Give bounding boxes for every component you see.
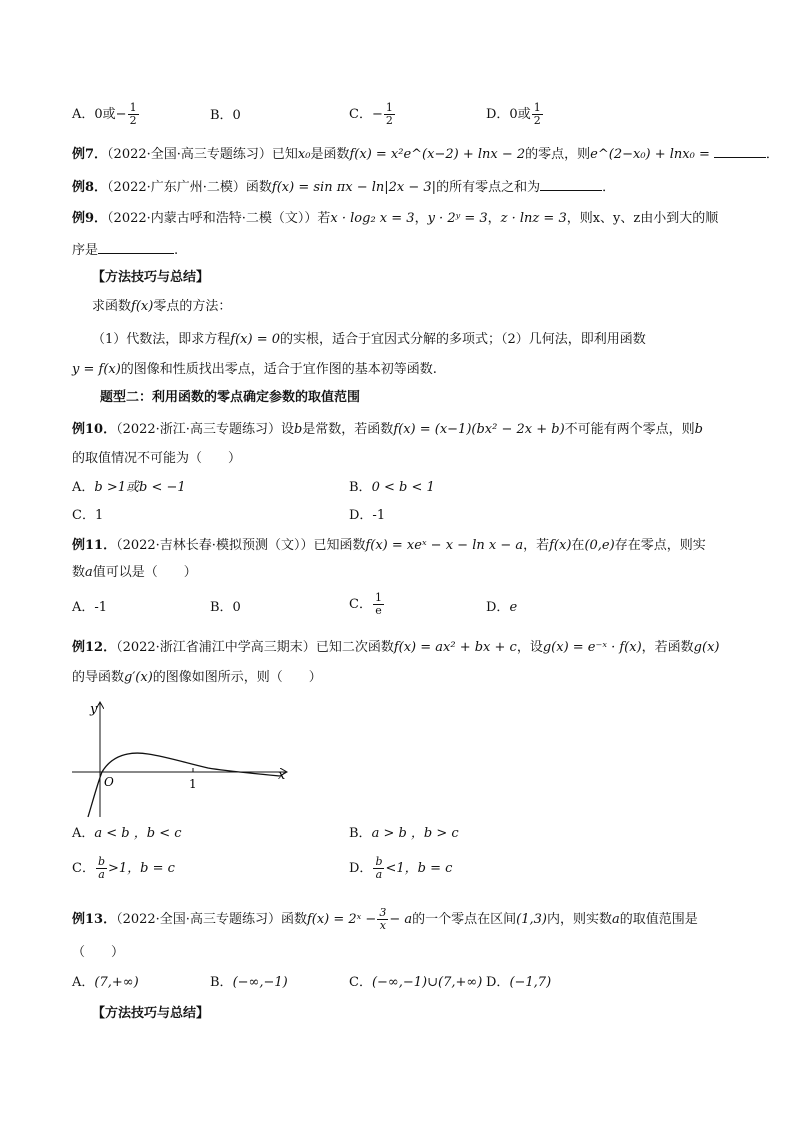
sign: − (371, 107, 383, 122)
method-point-1 (92, 330, 646, 350)
example-11 (72, 536, 706, 556)
text: 的零点，则 (525, 147, 591, 162)
denominator: x (379, 919, 386, 932)
text: 零点的方法： (153, 299, 232, 314)
example-label: 例9． (72, 211, 108, 226)
example-label: 例12． (72, 640, 117, 655)
math: f(x) = x²e^(x−2) + lnx − 2 (349, 147, 526, 162)
math: <1，b = c (385, 861, 453, 876)
option-c (349, 102, 396, 127)
source: （2022·浙江·高三专题练习） (116, 422, 281, 437)
text: ． (602, 180, 616, 195)
option-label: B． (210, 975, 233, 990)
fraction (373, 592, 384, 617)
denominator: 2 (385, 114, 393, 127)
option-label: C． (72, 861, 95, 876)
text: （1）代数法，即求方程 (92, 332, 231, 347)
option-label: A． (72, 975, 95, 990)
option-label: B． (349, 826, 372, 841)
math: (7,+∞) (94, 975, 139, 990)
math: z · lnz = 3 (500, 211, 567, 226)
example-11-line2 (72, 563, 197, 583)
math: a (611, 912, 620, 927)
math: f(x) = xeˣ − x − ln x − a (365, 538, 524, 553)
math: b (293, 422, 303, 437)
text: 内，则实数 (546, 912, 612, 927)
text: 的取值范围是 (619, 912, 698, 927)
example-9: 例9．（2022·内蒙古呼和浩特·二模（文））若x · log₂ x = 3，y · 2ʸ = 3，z · lnz = 3，则x、y、z由小到大的顺 (72, 211, 719, 226)
text: 是函数 (310, 147, 350, 162)
math: (1,3) (516, 912, 547, 927)
fraction (377, 907, 388, 932)
text: 存在零点，则实 (614, 538, 706, 553)
math: x₀ (297, 147, 311, 162)
answer-blank[interactable] (98, 239, 174, 254)
example-label: 例7． (72, 147, 108, 162)
source: （2022·吉林长春·模拟预测（文）） (116, 538, 314, 553)
math: (−∞,−1) (232, 975, 288, 990)
denominator: 2 (533, 114, 541, 127)
option-label: A．0或 (72, 107, 116, 122)
numerator: b (375, 855, 383, 868)
math: f(x) (131, 299, 154, 314)
option-label: D． (486, 600, 510, 615)
source: （2022·全国·高三专题练习） (116, 912, 281, 927)
option-c (349, 592, 385, 617)
numerator: 3 (379, 906, 387, 919)
numerator: 1 (374, 591, 382, 604)
math: (−1,7) (509, 975, 552, 990)
example-8 (72, 176, 615, 198)
text: ． (765, 147, 779, 162)
math: f(x) = 2ˣ − (306, 912, 377, 927)
fraction (128, 102, 139, 127)
option-d (349, 856, 452, 881)
option-b: B．0 (210, 108, 241, 123)
denominator: e (375, 604, 382, 617)
example-13 (72, 907, 698, 932)
numerator: 1 (385, 101, 393, 114)
fraction (96, 856, 107, 881)
option-a (72, 478, 186, 498)
option-d (486, 973, 551, 993)
math: a < b ，b < c (94, 826, 182, 841)
math: e (509, 600, 518, 615)
text: 数 (72, 565, 86, 580)
option-b (210, 973, 288, 993)
option-b: B．0 (210, 600, 241, 615)
math: g(x) = e⁻ˣ · f(x) (542, 640, 642, 655)
answer-blank[interactable] (714, 143, 766, 158)
option-a: A．-1 (72, 600, 108, 615)
sign: − (115, 107, 127, 122)
text: 序是 (72, 243, 99, 258)
example-label: 例8． (72, 180, 108, 195)
math: a > b ，b > c (371, 826, 459, 841)
option-label: A． (72, 480, 95, 495)
numerator: b (97, 855, 105, 868)
example-12 (72, 638, 719, 658)
option-c (72, 856, 175, 881)
option-b (349, 824, 459, 844)
math: >1，b = c (108, 861, 175, 876)
numerator: 1 (129, 101, 137, 114)
text: 求函数 (92, 299, 132, 314)
example-label: 例13． (72, 912, 117, 927)
option-label: C． (349, 975, 372, 990)
option-label: C． (349, 597, 372, 612)
text: 的导函数 (72, 670, 125, 685)
math: − a (389, 912, 413, 927)
option-label: D． (486, 975, 510, 990)
example-label: 例10． (72, 422, 117, 437)
option-label: D．0或 (486, 107, 531, 122)
fraction (373, 856, 384, 881)
math: x · log₂ x = 3 (330, 211, 415, 226)
math: g(x) (693, 640, 720, 655)
x-axis-label: x (278, 768, 286, 783)
text: 若 (317, 211, 331, 226)
method-point-2 (72, 360, 437, 380)
source: （2022·广东广州·二模） (107, 180, 246, 195)
denominator: 2 (129, 114, 137, 127)
text: ，若函数 (641, 640, 694, 655)
math: (0,e) (584, 538, 615, 553)
option-c (349, 973, 482, 993)
text: 在 (571, 538, 585, 553)
source: （2022·浙江省浦江中学高三期末） (116, 640, 316, 655)
math: g′(x) (124, 670, 153, 685)
answer-blank[interactable] (540, 176, 602, 191)
example-label: 例11． (72, 538, 117, 553)
math: e^(2−x₀) + lnx₀ = (590, 147, 710, 162)
math: b >1或b < −1 (94, 480, 186, 495)
text: ，设 (516, 640, 543, 655)
method-title: 【方法技巧与总结】 (92, 1006, 210, 1021)
math: f(x) = ax² + bx + c (393, 640, 517, 655)
source: （2022·全国·高三专题练习） (107, 147, 272, 162)
text: ，若 (523, 538, 550, 553)
text: 不可能有两个零点，则 (564, 422, 695, 437)
option-label: C． (349, 107, 372, 122)
text: 已知 (271, 147, 298, 162)
section-heading: 题型二：利用函数的零点确定参数的取值范围 (100, 390, 361, 405)
example-10-line2: 的取值情况不可能为（ ） (72, 451, 242, 466)
example-12-line2 (72, 668, 322, 688)
math: f(x) (549, 538, 572, 553)
text: 的一个零点在区间 (412, 912, 517, 927)
example-7 (72, 143, 779, 165)
text: 已知二次函数 (315, 640, 394, 655)
tick-label: 1 (189, 777, 197, 791)
text: 的实根，适合于宜因式分解的多项式；（2）几何法，即利用函数 (280, 332, 646, 347)
math: f(x) = sin πx − ln|2x − 3| (271, 180, 437, 195)
option-d: D．-1 (349, 508, 386, 523)
text: 函数 (245, 180, 272, 195)
option-label: A． (72, 826, 95, 841)
math: y = f(x) (72, 362, 121, 377)
option-d (486, 102, 544, 127)
origin-label: O (104, 775, 114, 789)
option-a (72, 824, 182, 844)
option-d (486, 598, 517, 618)
y-axis-label: y (90, 702, 98, 717)
option-a (72, 973, 139, 993)
text: 已知函数 (313, 538, 366, 553)
fraction (532, 102, 543, 127)
example-13-line2: （ ） (72, 945, 125, 960)
method-title: 【方法技巧与总结】 (92, 270, 210, 285)
option-label: B． (349, 480, 372, 495)
math: (−∞,−1)∪(7,+∞) (371, 975, 483, 990)
text: 的所有零点之和为 (436, 180, 541, 195)
text: 值可以是（ ） (92, 565, 197, 580)
math: a (85, 565, 93, 580)
math: f(x) = 0 (230, 332, 280, 347)
option-a (72, 102, 140, 127)
derivative-graph (68, 697, 298, 822)
text: 的图像如图所示，则（ ） (152, 670, 322, 685)
math: b (694, 422, 703, 437)
fraction (384, 102, 395, 127)
source: （2022·内蒙古呼和浩特·二模（文）） (107, 211, 318, 226)
math: 0 < b < 1 (371, 480, 435, 495)
text: 函数 (280, 912, 307, 927)
text: . (174, 243, 179, 258)
option-c: C．1 (72, 508, 104, 523)
option-label: D． (349, 861, 373, 876)
math: y · 2ʸ = 3 (427, 211, 488, 226)
denominator: a (98, 868, 105, 881)
text: ，则x、y、z由小到大的顺 (566, 211, 719, 226)
method-intro (92, 297, 231, 317)
option-b (349, 478, 435, 498)
example-9-line2 (72, 239, 178, 261)
text: 的图像和性质找出零点，适合于宜作图的基本初等函数. (120, 362, 437, 377)
text: 是常数，若函数 (302, 422, 394, 437)
text: 设 (280, 422, 294, 437)
example-10 (72, 420, 703, 440)
numerator: 1 (533, 101, 541, 114)
curve (88, 753, 280, 817)
math: f(x) = (x−1)(bx² − 2x + b) (393, 422, 565, 437)
denominator: a (375, 868, 383, 881)
